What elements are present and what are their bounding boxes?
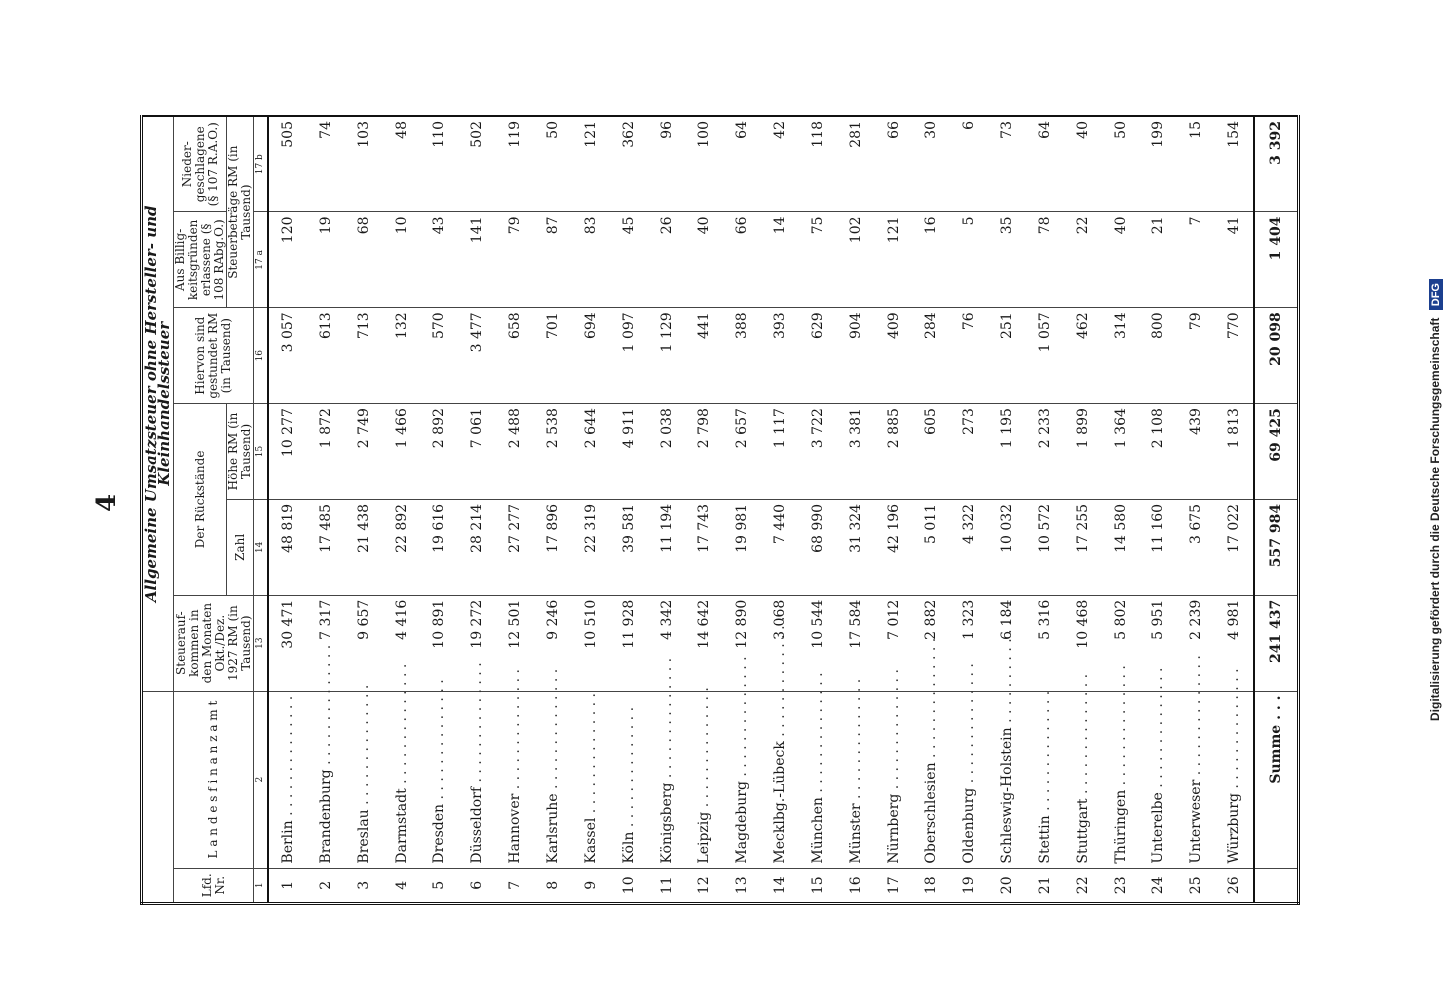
table-row	[307, 116, 345, 904]
row-hoehe: 1 364	[1102, 404, 1140, 500]
row-zahl: 7 440	[761, 499, 799, 595]
row-zahl: 3 675	[1177, 499, 1215, 595]
row-landesfinanzamt	[837, 691, 875, 868]
sum-row	[1254, 116, 1298, 904]
row-erlassen: 68	[345, 212, 383, 308]
table-row	[761, 116, 799, 904]
row-hoehe: 3 722	[799, 404, 837, 500]
row-gestundet: 3 477	[458, 308, 496, 404]
row-niedergeschlagen: 121	[572, 116, 610, 212]
row-erlassen: 40	[1102, 212, 1140, 308]
row-niedergeschlagen: 73	[988, 116, 1026, 212]
row-zahl: 21 438	[345, 499, 383, 595]
table-row	[383, 116, 421, 904]
row-landesfinanzamt-text: Thüringen . . .	[1113, 665, 1129, 863]
header-erlassen: Aus Billig- keitsgründen erlassene (§ 108 RAbg.O.)	[174, 212, 227, 308]
row-landesfinanzamt	[761, 691, 799, 868]
row-nr: 18	[912, 868, 950, 903]
header-zahl: Zahl	[227, 499, 254, 595]
row-aufkommen: 5 316	[1026, 595, 1064, 691]
row-aufkommen: 9 657	[345, 595, 383, 691]
row-landesfinanzamt-text: Stuttgart . . .	[1075, 674, 1091, 864]
row-nr: 20	[988, 868, 1026, 903]
row-niedergeschlagen: 30	[912, 116, 950, 212]
row-zahl: 22 319	[572, 499, 610, 595]
row-landesfinanzamt	[421, 691, 459, 868]
row-landesfinanzamt-text: Würzburg . . .	[1226, 668, 1242, 863]
row-landesfinanzamt-text: Düsseldorf . . .	[469, 662, 485, 863]
row-nr: 26	[1215, 868, 1254, 903]
row-hoehe: 2 488	[496, 404, 534, 500]
row-zahl: 5 011	[912, 499, 950, 595]
row-aufkommen: 12 890	[723, 595, 761, 691]
row-niedergeschlagen: 281	[837, 116, 875, 212]
sum-label: Summe . . .	[1254, 691, 1298, 868]
colnum: 16	[254, 308, 269, 404]
row-landesfinanzamt-text: München . . .	[810, 672, 826, 863]
row-gestundet: 76	[950, 308, 988, 404]
row-nr: 6	[458, 868, 496, 903]
header-niedergeschlagen: Nieder- geschlagene (§ 107 R.A.O.)	[174, 116, 227, 212]
row-erlassen: 14	[761, 212, 799, 308]
row-zahl: 22 892	[383, 499, 421, 595]
row-erlassen: 35	[988, 212, 1026, 308]
digitization-note-text: Digitalisierung gefördert durch die Deutsche Forschungsgemeinschaft	[1428, 317, 1442, 721]
sum-hoehe: 69 425	[1254, 404, 1298, 500]
table-row	[837, 116, 875, 904]
table-row	[1102, 116, 1140, 904]
row-zahl: 28 214	[458, 499, 496, 595]
row-hoehe: 2 657	[723, 404, 761, 500]
row-landesfinanzamt-text: Nürnberg . . .	[886, 669, 902, 864]
row-aufkommen: 7 012	[875, 595, 913, 691]
row-hoehe: 1 872	[307, 404, 345, 500]
row-gestundet: 1 129	[648, 308, 686, 404]
row-landesfinanzamt-text: Unterweser . . .	[1188, 655, 1204, 863]
row-landesfinanzamt	[1026, 691, 1064, 868]
row-gestundet: 770	[1215, 308, 1254, 404]
row-landesfinanzamt-text: Oldenburg . . .	[961, 663, 977, 863]
sum-gestundet: 20 098	[1254, 308, 1298, 404]
row-aufkommen: 11 928	[610, 595, 648, 691]
row-niedergeschlagen: 40	[1064, 116, 1102, 212]
table-area	[140, 110, 1300, 910]
row-nr: 14	[761, 868, 799, 903]
row-niedergeschlagen: 118	[799, 116, 837, 212]
row-landesfinanzamt-text: Königsberg . . .	[659, 658, 675, 864]
row-landesfinanzamt	[610, 691, 648, 868]
row-nr: 4	[383, 868, 421, 903]
row-nr: 12	[685, 868, 723, 903]
row-hoehe: 2 038	[648, 404, 686, 500]
row-aufkommen: 10 891	[421, 595, 459, 691]
row-aufkommen: 4 981	[1215, 595, 1254, 691]
row-gestundet: 570	[421, 308, 459, 404]
row-landesfinanzamt-text: Magdeburg . . .	[734, 656, 750, 863]
row-landesfinanzamt	[458, 691, 496, 868]
row-erlassen: 21	[1140, 212, 1178, 308]
row-hoehe: 605	[912, 404, 950, 500]
row-landesfinanzamt-text: Dresden . . .	[431, 679, 447, 863]
row-landesfinanzamt	[1177, 691, 1215, 868]
row-gestundet: 3 057	[268, 308, 307, 404]
row-niedergeschlagen: 362	[610, 116, 648, 212]
row-hoehe: 4 911	[610, 404, 648, 500]
colnum: 17 a	[254, 212, 269, 308]
row-zahl: 11 160	[1140, 499, 1178, 595]
row-landesfinanzamt	[534, 691, 572, 868]
row-nr: 13	[723, 868, 761, 903]
row-landesfinanzamt	[723, 691, 761, 868]
row-aufkommen: 12 501	[496, 595, 534, 691]
row-landesfinanzamt	[1140, 691, 1178, 868]
row-nr: 3	[345, 868, 383, 903]
header-steuerbetraege: Steuerbeträge RM (in Tausend)	[227, 116, 254, 308]
row-landesfinanzamt	[496, 691, 534, 868]
row-zahl: 14 580	[1102, 499, 1140, 595]
header-rueckstaende: Der Rückstände	[174, 404, 227, 596]
row-zahl: 48 819	[268, 499, 307, 595]
row-aufkommen: 3 068	[761, 595, 799, 691]
row-zahl: 10 032	[988, 499, 1026, 595]
row-landesfinanzamt-text: Kassel . . .	[583, 693, 599, 864]
row-gestundet: 713	[345, 308, 383, 404]
row-aufkommen: 4 416	[383, 595, 421, 691]
row-aufkommen: 5 802	[1102, 595, 1140, 691]
row-hoehe: 2 233	[1026, 404, 1064, 500]
colnum: 13	[254, 595, 269, 691]
row-niedergeschlagen: 50	[1102, 116, 1140, 212]
row-niedergeschlagen: 48	[383, 116, 421, 212]
row-landesfinanzamt	[685, 691, 723, 868]
row-erlassen: 120	[268, 212, 307, 308]
row-nr: 24	[1140, 868, 1178, 903]
row-zahl: 68 990	[799, 499, 837, 595]
header-hoehe: Höhe RM (in Tausend)	[227, 404, 254, 500]
row-landesfinanzamt	[383, 691, 421, 868]
row-landesfinanzamt-text: Leipzig . . .	[696, 687, 712, 863]
row-zahl: 11 194	[648, 499, 686, 595]
dfg-logo: DFG	[1429, 279, 1443, 310]
row-landesfinanzamt	[345, 691, 383, 868]
row-zahl: 27 277	[496, 499, 534, 595]
table-row	[1215, 116, 1254, 904]
row-landesfinanzamt-text: Berlin . . .	[280, 696, 296, 864]
header-landesfinanzamt: L a n d e s f i n a n z a m t	[174, 691, 254, 868]
row-landesfinanzamt-text: Schleswig-Holstein . . .	[999, 603, 1015, 864]
row-hoehe: 439	[1177, 404, 1215, 500]
row-gestundet: 314	[1102, 308, 1140, 404]
row-gestundet: 904	[837, 308, 875, 404]
row-nr: 25	[1177, 868, 1215, 903]
row-zahl: 17 485	[307, 499, 345, 595]
row-landesfinanzamt-text: Köln . . .	[621, 707, 637, 864]
header-aufkommen: Steuerauf- kommen in den Monaten Okt./Dez. 1927 RM (in Tausend)	[174, 595, 254, 691]
row-landesfinanzamt-text: Breslau . . .	[356, 685, 372, 864]
row-hoehe: 1 195	[988, 404, 1026, 500]
colnum: 1	[254, 868, 269, 903]
table-row	[496, 116, 534, 904]
table-row	[799, 116, 837, 904]
row-landesfinanzamt	[950, 691, 988, 868]
row-erlassen: 102	[837, 212, 875, 308]
row-niedergeschlagen: 15	[1177, 116, 1215, 212]
row-gestundet: 694	[572, 308, 610, 404]
row-niedergeschlagen: 42	[761, 116, 799, 212]
table-row	[648, 116, 686, 904]
row-erlassen: 22	[1064, 212, 1102, 308]
row-zahl: 19 616	[421, 499, 459, 595]
colnum: 15	[254, 404, 269, 500]
table-row	[458, 116, 496, 904]
row-erlassen: 75	[799, 212, 837, 308]
row-nr: 11	[648, 868, 686, 903]
row-nr: 8	[534, 868, 572, 903]
row-landesfinanzamt-text: Darmstadt . . .	[394, 664, 410, 864]
row-erlassen: 45	[610, 212, 648, 308]
row-zahl: 17 255	[1064, 499, 1102, 595]
table-row	[950, 116, 988, 904]
row-landesfinanzamt-text: Oberschlesien . . .	[923, 638, 939, 864]
row-landesfinanzamt	[799, 691, 837, 868]
row-hoehe: 1 899	[1064, 404, 1102, 500]
table-row	[534, 116, 572, 904]
row-aufkommen: 6 184	[988, 595, 1026, 691]
row-erlassen: 87	[534, 212, 572, 308]
row-gestundet: 701	[534, 308, 572, 404]
row-hoehe: 1 117	[761, 404, 799, 500]
row-gestundet: 658	[496, 308, 534, 404]
row-hoehe: 2 108	[1140, 404, 1178, 500]
row-hoehe: 2 798	[685, 404, 723, 500]
row-gestundet: 284	[912, 308, 950, 404]
row-hoehe: 1 466	[383, 404, 421, 500]
row-nr: 5	[421, 868, 459, 903]
row-erlassen: 66	[723, 212, 761, 308]
table-row	[421, 116, 459, 904]
row-erlassen: 16	[912, 212, 950, 308]
row-gestundet: 462	[1064, 308, 1102, 404]
row-landesfinanzamt	[572, 691, 610, 868]
row-landesfinanzamt	[648, 691, 686, 868]
row-aufkommen: 2 239	[1177, 595, 1215, 691]
row-niedergeschlagen: 199	[1140, 116, 1178, 212]
row-gestundet: 629	[799, 308, 837, 404]
row-landesfinanzamt	[912, 691, 950, 868]
row-nr: 17	[875, 868, 913, 903]
row-landesfinanzamt	[1215, 691, 1254, 868]
row-landesfinanzamt	[988, 691, 1026, 868]
row-aufkommen: 30 471	[268, 595, 307, 691]
row-hoehe: 2 892	[421, 404, 459, 500]
row-gestundet: 1 057	[1026, 308, 1064, 404]
row-gestundet: 1 097	[610, 308, 648, 404]
row-gestundet: 613	[307, 308, 345, 404]
row-nr: 23	[1102, 868, 1140, 903]
row-gestundet: 251	[988, 308, 1026, 404]
row-niedergeschlagen: 66	[875, 116, 913, 212]
row-zahl: 4 322	[950, 499, 988, 595]
row-hoehe: 7 061	[458, 404, 496, 500]
row-hoehe: 2 749	[345, 404, 383, 500]
row-landesfinanzamt-text: Karlsruhe . . .	[545, 669, 561, 864]
table-row	[1177, 116, 1215, 904]
row-aufkommen: 2 882	[912, 595, 950, 691]
row-erlassen: 10	[383, 212, 421, 308]
table-row	[572, 116, 610, 904]
row-hoehe: 273	[950, 404, 988, 500]
row-erlassen: 43	[421, 212, 459, 308]
colnum: 2	[254, 691, 269, 868]
row-niedergeschlagen: 505	[268, 116, 307, 212]
row-aufkommen: 10 510	[572, 595, 610, 691]
table-row	[988, 116, 1026, 904]
row-landesfinanzamt	[1102, 691, 1140, 868]
row-gestundet: 132	[383, 308, 421, 404]
page-number: 4	[92, 493, 122, 513]
row-aufkommen: 7 317	[307, 595, 345, 691]
row-nr: 9	[572, 868, 610, 903]
row-nr: 10	[610, 868, 648, 903]
sum-erlassen: 1 404	[1254, 212, 1298, 308]
row-niedergeschlagen: 96	[648, 116, 686, 212]
row-landesfinanzamt-text: Mecklbg.-Lübeck . . .	[772, 617, 788, 864]
row-aufkommen: 4 342	[648, 595, 686, 691]
row-nr: 19	[950, 868, 988, 903]
header-gestundet: Hiervon sind gestundet RM (in Tausend)	[174, 308, 254, 404]
table-title: Allgemeine Umsatzsteuer ohne Hersteller- und Kleinhandelssteuer	[142, 116, 174, 691]
row-erlassen: 7	[1177, 212, 1215, 308]
table-row	[1140, 116, 1178, 904]
row-aufkommen: 1 323	[950, 595, 988, 691]
row-niedergeschlagen: 154	[1215, 116, 1254, 212]
row-landesfinanzamt	[1064, 691, 1102, 868]
row-niedergeschlagen: 502	[458, 116, 496, 212]
row-hoehe: 2 538	[534, 404, 572, 500]
row-zahl: 42 196	[875, 499, 913, 595]
row-gestundet: 441	[685, 308, 723, 404]
tax-table	[140, 115, 1300, 905]
row-gestundet: 393	[761, 308, 799, 404]
row-erlassen: 5	[950, 212, 988, 308]
row-erlassen: 83	[572, 212, 610, 308]
row-zahl: 17 896	[534, 499, 572, 595]
row-nr: 15	[799, 868, 837, 903]
row-niedergeschlagen: 74	[307, 116, 345, 212]
colnum: 14	[254, 499, 269, 595]
row-landesfinanzamt-text: Stettin . . .	[1037, 691, 1053, 864]
sum-aufkommen: 241 437	[1254, 595, 1298, 691]
row-niedergeschlagen: 110	[421, 116, 459, 212]
table-row	[685, 116, 723, 904]
row-hoehe: 1 813	[1215, 404, 1254, 500]
table-row	[912, 116, 950, 904]
row-gestundet: 800	[1140, 308, 1178, 404]
row-erlassen: 26	[648, 212, 686, 308]
row-niedergeschlagen: 100	[685, 116, 723, 212]
row-niedergeschlagen: 103	[345, 116, 383, 212]
row-erlassen: 141	[458, 212, 496, 308]
row-nr: 16	[837, 868, 875, 903]
row-aufkommen: 14 642	[685, 595, 723, 691]
row-nr: 21	[1026, 868, 1064, 903]
row-gestundet: 388	[723, 308, 761, 404]
row-hoehe: 3 381	[837, 404, 875, 500]
table-row	[875, 116, 913, 904]
row-erlassen: 19	[307, 212, 345, 308]
sum-zahl: 557 984	[1254, 499, 1298, 595]
table-row	[1064, 116, 1102, 904]
row-landesfinanzamt-text: Hannover . . .	[507, 669, 523, 864]
table-body	[268, 116, 1299, 904]
row-erlassen: 79	[496, 212, 534, 308]
table-row	[1026, 116, 1064, 904]
row-aufkommen: 19 272	[458, 595, 496, 691]
row-nr: 1	[268, 868, 307, 903]
digitization-note	[1425, 120, 1445, 880]
colnum: 17 b	[254, 116, 269, 212]
row-hoehe: 2 644	[572, 404, 610, 500]
row-nr: 2	[307, 868, 345, 903]
row-landesfinanzamt	[875, 691, 913, 868]
table-row	[610, 116, 648, 904]
row-zahl: 39 581	[610, 499, 648, 595]
row-aufkommen: 17 584	[837, 595, 875, 691]
row-hoehe: 10 277	[268, 404, 307, 500]
row-niedergeschlagen: 6	[950, 116, 988, 212]
header-nr: Lfd. Nr.	[174, 868, 254, 903]
row-erlassen: 41	[1215, 212, 1254, 308]
row-niedergeschlagen: 64	[1026, 116, 1064, 212]
row-nr: 22	[1064, 868, 1102, 903]
table-row	[345, 116, 383, 904]
row-gestundet: 409	[875, 308, 913, 404]
row-aufkommen: 9 246	[534, 595, 572, 691]
row-erlassen: 78	[1026, 212, 1064, 308]
row-zahl: 17 743	[685, 499, 723, 595]
table-row	[268, 116, 307, 904]
row-niedergeschlagen: 50	[534, 116, 572, 212]
row-aufkommen: 5 951	[1140, 595, 1178, 691]
table-row	[723, 116, 761, 904]
row-nr: 7	[496, 868, 534, 903]
sum-niedergeschlagen: 3 392	[1254, 116, 1298, 212]
row-zahl: 19 981	[723, 499, 761, 595]
row-niedergeschlagen: 119	[496, 116, 534, 212]
row-zahl: 10 572	[1026, 499, 1064, 595]
row-landesfinanzamt	[268, 691, 307, 868]
row-landesfinanzamt-text: Brandenburg . . .	[318, 645, 334, 864]
row-hoehe: 2 885	[875, 404, 913, 500]
row-landesfinanzamt-text: Münster . . .	[848, 679, 864, 864]
row-zahl: 31 324	[837, 499, 875, 595]
row-aufkommen: 10 468	[1064, 595, 1102, 691]
row-niedergeschlagen: 64	[723, 116, 761, 212]
row-aufkommen: 10 544	[799, 595, 837, 691]
row-erlassen: 40	[685, 212, 723, 308]
row-landesfinanzamt-text: Unterelbe . . .	[1150, 668, 1166, 864]
row-landesfinanzamt	[307, 691, 345, 868]
row-zahl: 17 022	[1215, 499, 1254, 595]
row-gestundet: 79	[1177, 308, 1215, 404]
row-erlassen: 121	[875, 212, 913, 308]
